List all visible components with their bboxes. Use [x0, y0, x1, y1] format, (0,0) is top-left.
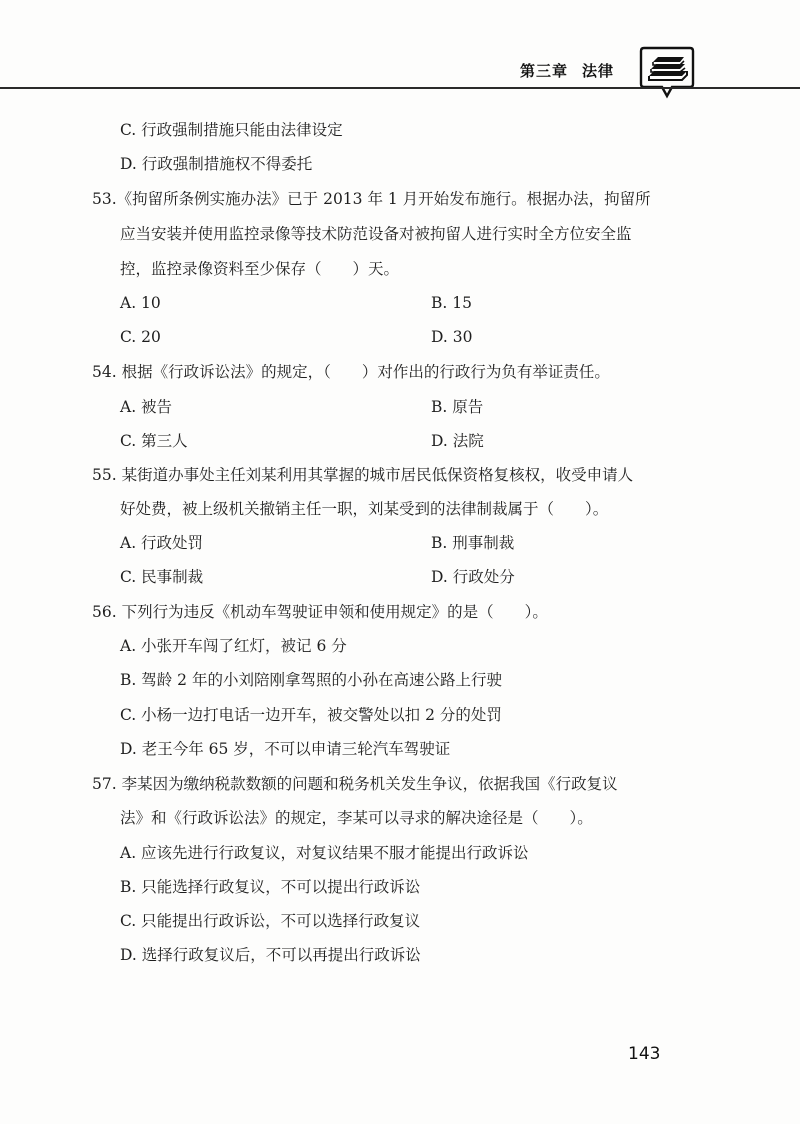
question-54-option-d: D. 法院 — [431, 432, 484, 450]
page-number: 143 — [628, 1044, 661, 1064]
question-55-option-b: B. 刑事制裁 — [431, 534, 515, 552]
question-57-option-d: D. 选择行政复议后，不可以再提出行政诉讼 — [120, 946, 421, 964]
question-57-option-c: C. 只能提出行政诉讼，不可以选择行政复议 — [120, 912, 421, 930]
question-55-line-1: 55. 某街道办事处主任刘某利用其掌握的城市居民低保资格复核权，收受申请人 — [92, 466, 634, 484]
question-56-option-b: B. 驾龄 2 年的小刘陪刚拿驾照的小孙在高速公路上行驶 — [120, 671, 502, 689]
chapter-label: 第三章 — [520, 62, 569, 80]
question-53-option-a: A. 10 — [120, 294, 161, 312]
question-54-line-1: 54. 根据《行政诉讼法》的规定，（ ）对作出的行政行为负有举证责任。 — [92, 363, 610, 381]
question-57-option-a: A. 应该先进行行政复议，对复议结果不服才能提出行政诉讼 — [120, 844, 529, 862]
question-56-option-d: D. 老王今年 65 岁，不可以申请三轮汽车驾驶证 — [120, 740, 451, 758]
question-55-option-c: C. 民事制裁 — [120, 568, 204, 586]
question-57-line-1: 57. 李某因为缴纳税款数额的问题和税务机关发生争议，依据我国《行政复议 — [92, 775, 618, 793]
question-54-option-c: C. 第三人 — [120, 432, 188, 450]
question-55-option-a: A. 行政处罚 — [120, 534, 204, 552]
question-53-line-3: 控，监控录像资料至少保存（ ）天。 — [120, 260, 400, 278]
option-c: C. 行政强制措施只能由法律设定 — [120, 121, 343, 139]
question-57-line-2: 法》和《行政诉讼法》的规定，李某可以寻求的解决途径是（ ）。 — [120, 809, 593, 827]
question-54-option-a: A. 被告 — [120, 398, 173, 416]
question-53-option-d: D. 30 — [431, 328, 473, 346]
question-57-option-b: B. 只能选择行政复议，不可以提出行政诉讼 — [120, 878, 421, 896]
section-label: 法律 — [582, 62, 615, 80]
question-56-option-c: C. 小杨一边打电话一边开车，被交警处以扣 2 分的处罚 — [120, 706, 502, 724]
question-53-line-1: 53.《拘留所条例实施办法》已于 2013 年 1 月开始发布施行。根据办法，拘留所 — [92, 190, 651, 208]
question-56-line-1: 56. 下列行为违反《机动车驾驶证申领和使用规定》的是（ ）。 — [92, 603, 548, 621]
option-d: D. 行政强制措施权不得委托 — [120, 155, 313, 173]
question-56-option-a: A. 小张开车闯了红灯，被记 6 分 — [120, 637, 347, 655]
question-53-option-c: C. 20 — [120, 328, 161, 346]
question-54-option-b: B. 原告 — [431, 398, 484, 416]
question-53-option-b: B. 15 — [431, 294, 472, 312]
question-53-line-2: 应当安装并使用监控录像等技术防范设备对被拘留人进行实时全方位安全监 — [120, 225, 632, 243]
question-55-line-2: 好处费，被上级机关撤销主任一职，刘某受到的法律制裁属于（ ）。 — [120, 500, 609, 518]
question-55-option-d: D. 行政处分 — [431, 568, 515, 586]
